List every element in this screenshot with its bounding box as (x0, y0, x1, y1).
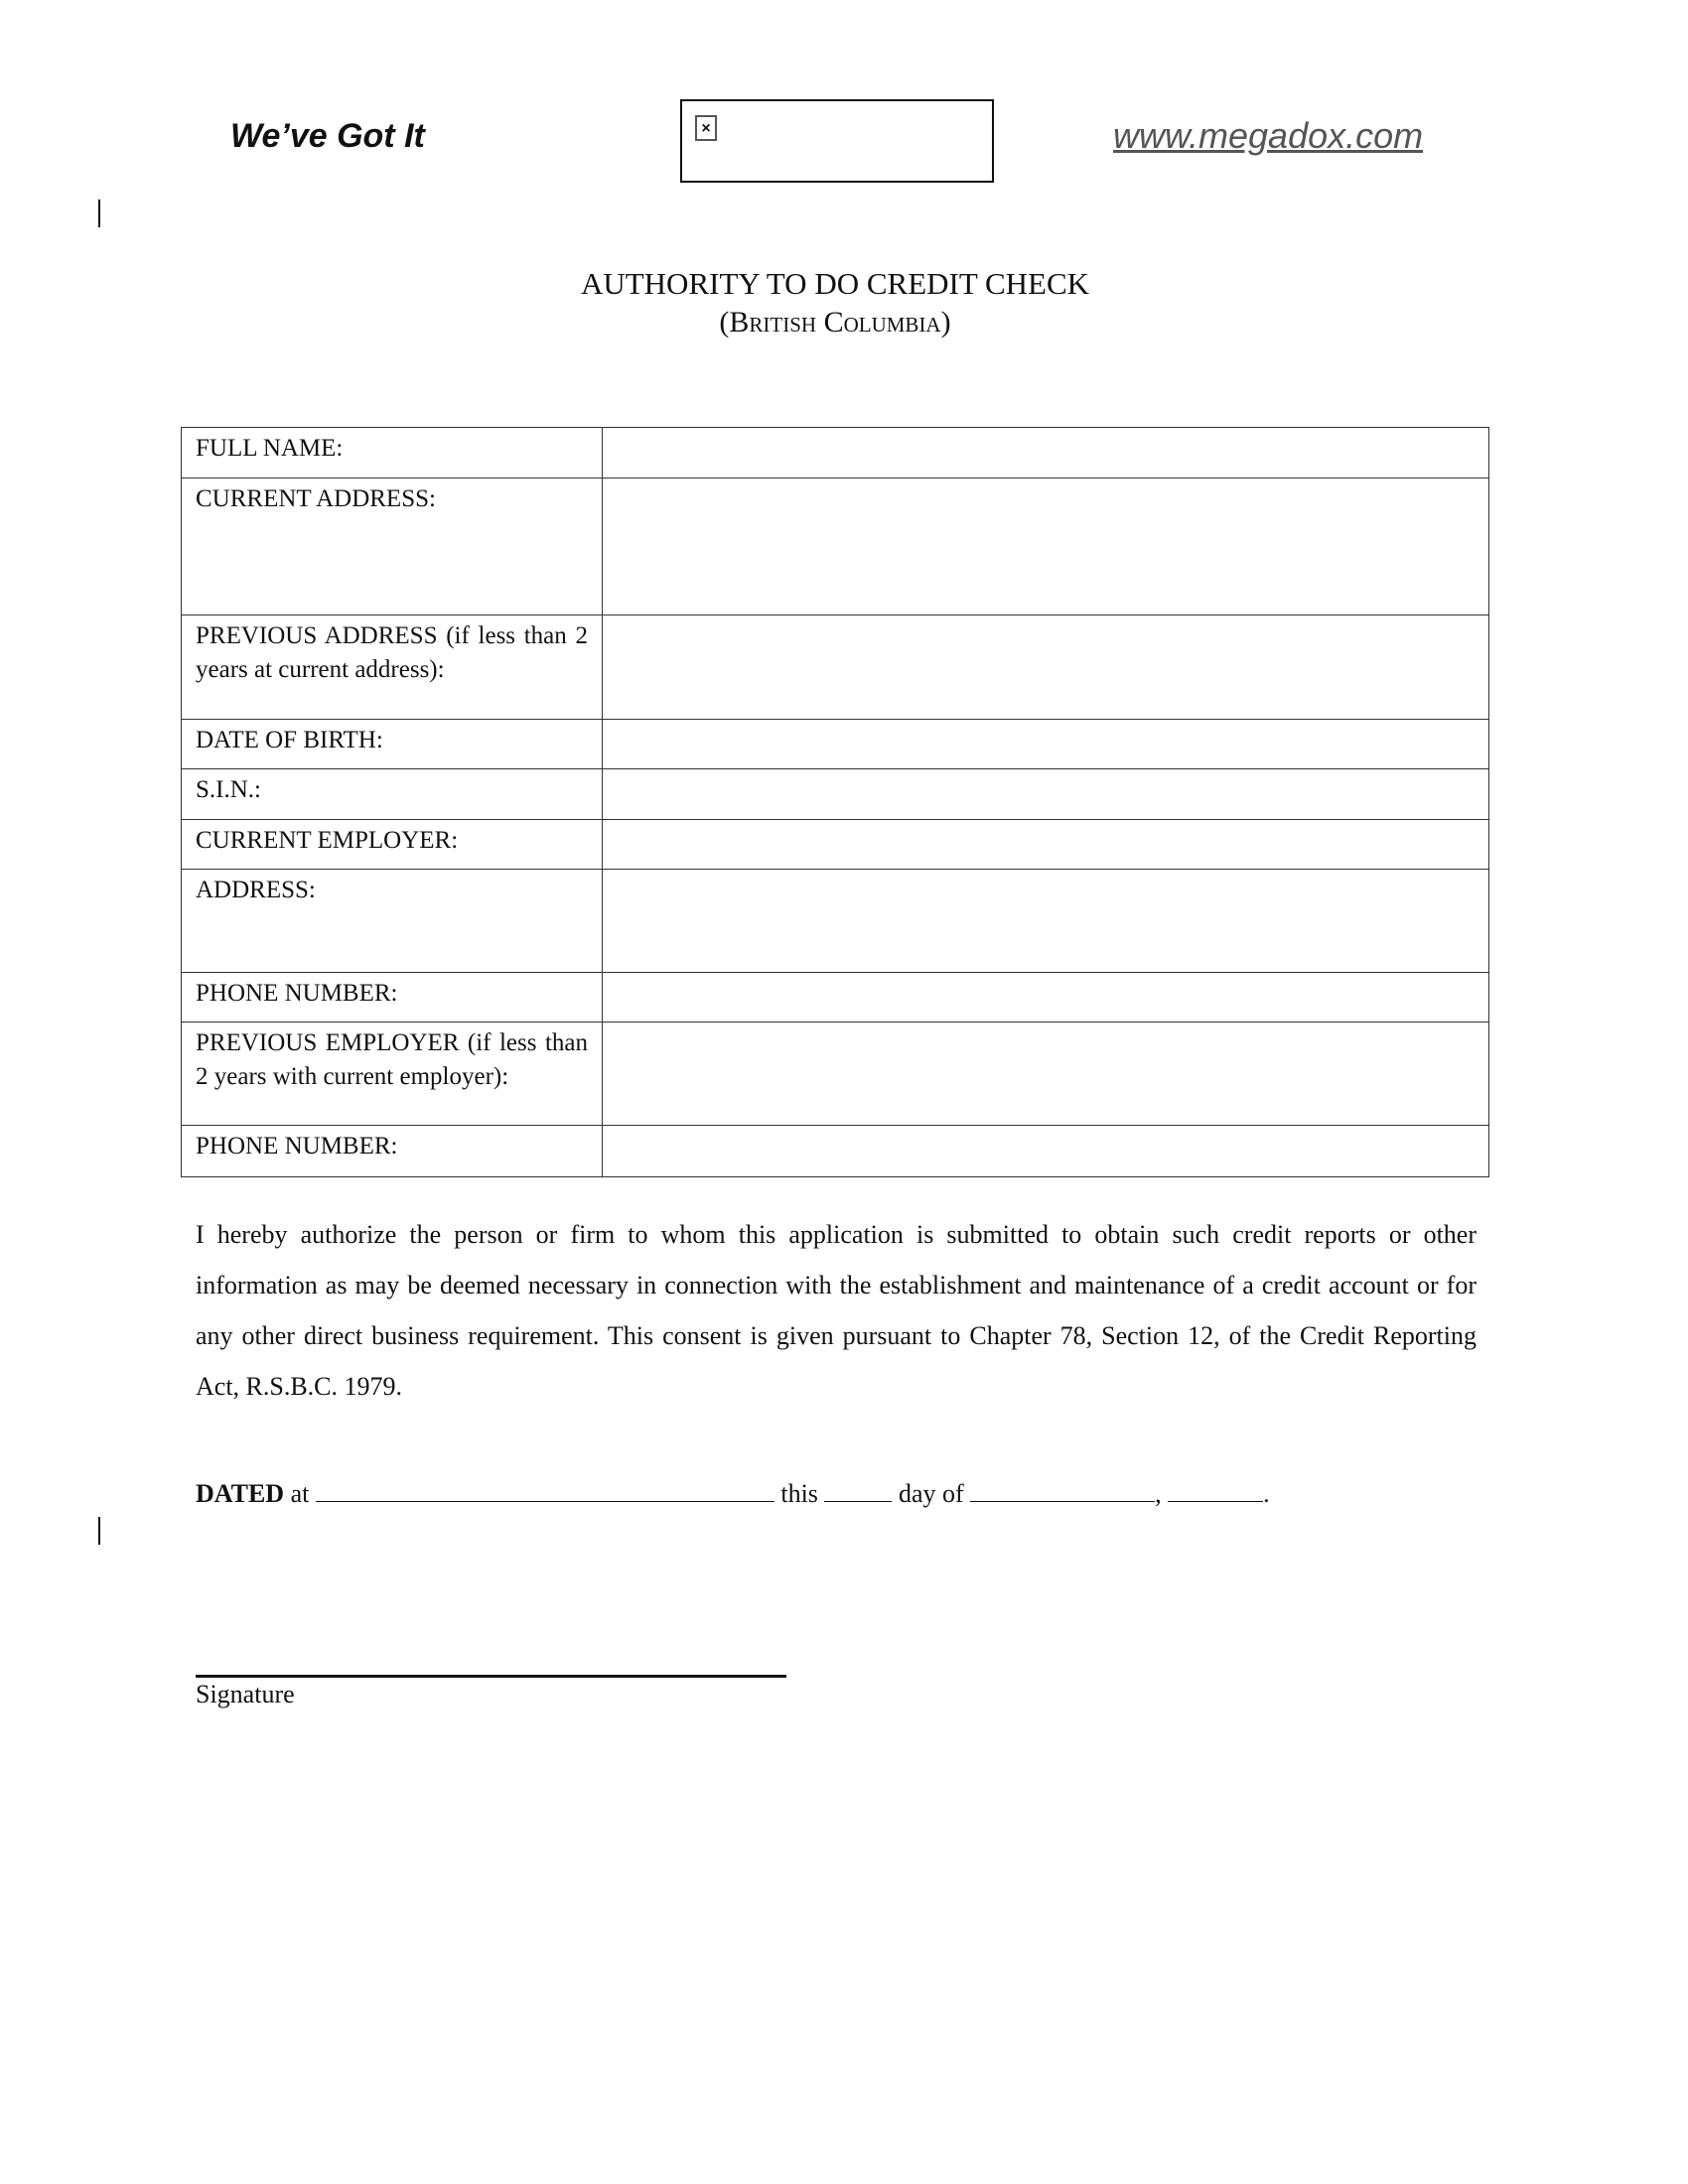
field-label: PHONE NUMBER: (182, 973, 603, 1023)
year-blank[interactable] (1168, 1479, 1263, 1502)
table-row (182, 973, 1489, 1023)
dated-line (196, 1479, 1270, 1509)
table-row (182, 720, 1489, 769)
this-label: this (780, 1479, 818, 1508)
brand-tagline: We’ve Got It (230, 117, 425, 155)
consent-paragraph: I hereby authorize the person or firm to whom this application is submitted to obtain such credit reports or other information as may be deemed necessary in connection with the establishment and maintenance of a credit account or for any other direct business requirement. This consent is given pursuant to Chapter 78, Section 12, of the Credit Reporting Act, R.S.B.C. 1979. (196, 1220, 1477, 1401)
document-title: AUTHORITY TO DO CREDIT CHECK (580, 266, 1090, 301)
field-value[interactable] (603, 1126, 1489, 1177)
field-value[interactable] (603, 478, 1489, 615)
table-row (182, 820, 1489, 870)
field-label: CURRENT ADDRESS: (182, 478, 603, 615)
field-label: FULL NAME: (182, 428, 603, 478)
table-row (182, 478, 1489, 615)
signature-line[interactable] (196, 1675, 786, 1678)
broken-image-icon: × (695, 115, 717, 141)
day-blank[interactable] (824, 1479, 892, 1502)
field-value[interactable] (603, 615, 1489, 720)
website-link[interactable]: www.megadox.com (1113, 115, 1424, 156)
field-label: S.I.N.: (182, 769, 603, 820)
field-value[interactable] (603, 870, 1489, 973)
table-row (182, 615, 1489, 720)
field-value[interactable] (603, 769, 1489, 820)
field-label: PREVIOUS EMPLOYER (if less than 2 years with current employer): (182, 1023, 603, 1126)
month-blank[interactable] (970, 1479, 1155, 1502)
comma: , (1155, 1479, 1162, 1508)
field-value[interactable] (603, 820, 1489, 870)
period: . (1263, 1479, 1270, 1508)
document-subtitle: (British Columbia) (719, 306, 951, 339)
signature-label: Signature (196, 1680, 295, 1708)
place-blank[interactable] (316, 1479, 774, 1502)
dated-label: DATED (196, 1479, 285, 1508)
field-label: PHONE NUMBER: (182, 1126, 603, 1177)
field-label: CURRENT EMPLOYER: (182, 820, 603, 870)
logo-image-placeholder (680, 99, 994, 183)
field-value[interactable] (603, 973, 1489, 1023)
table-row (182, 769, 1489, 820)
field-label: DATE OF BIRTH: (182, 720, 603, 769)
table-row (182, 1126, 1489, 1177)
at-label: at (290, 1479, 310, 1508)
day-of-label: day of (898, 1479, 964, 1508)
table-row (182, 428, 1489, 478)
table-row (182, 1023, 1489, 1126)
text-cursor-marker (98, 1517, 100, 1545)
table-row (182, 870, 1489, 973)
field-value[interactable] (603, 1023, 1489, 1126)
applicant-info-table (181, 427, 1489, 1177)
field-label: PREVIOUS ADDRESS (if less than 2 years at current address): (182, 615, 603, 720)
field-value[interactable] (603, 428, 1489, 478)
field-value[interactable] (603, 720, 1489, 769)
field-label: ADDRESS: (182, 870, 603, 973)
text-cursor-marker (98, 200, 100, 227)
